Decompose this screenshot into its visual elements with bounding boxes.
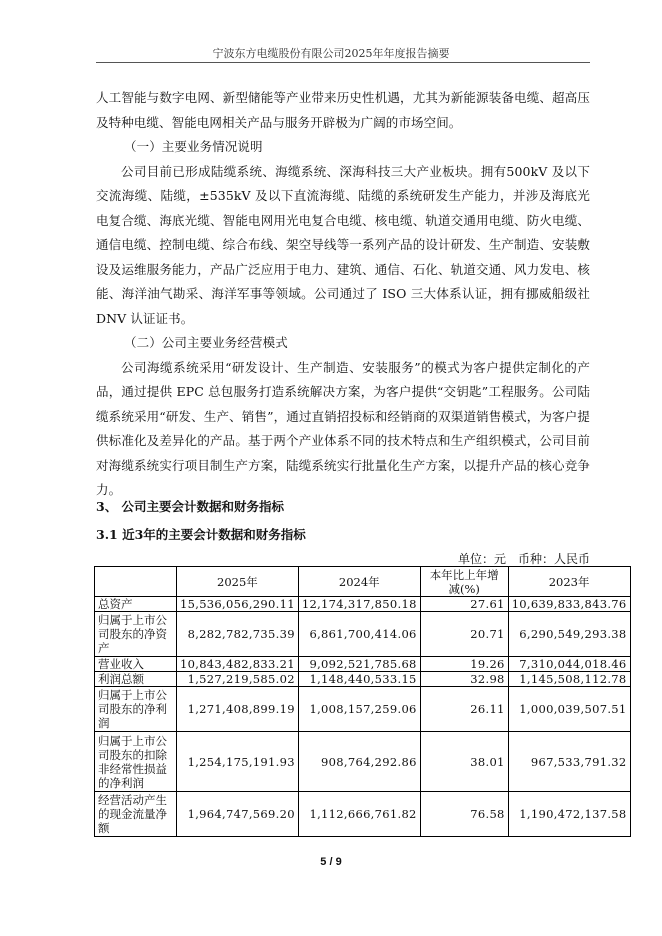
row-label: 归属于上市公司股东的扣除非经常性损益的净利润 [95, 732, 177, 792]
body-text [96, 86, 590, 503]
value-cell: 1,527,219,585.02 [177, 672, 299, 687]
header-cell: 2024年 [298, 567, 420, 597]
header-rule [96, 62, 590, 63]
value-cell: 8,282,782,735.39 [177, 612, 299, 657]
value-cell: 10,843,482,833.21 [177, 657, 299, 672]
value-cell: 76.58 [420, 792, 508, 837]
row-label: 营业收入 [95, 657, 177, 672]
value-cell: 32.98 [420, 672, 508, 687]
value-cell: 1,254,175,191.93 [177, 732, 299, 792]
value-cell: 1,964,747,569.20 [177, 792, 299, 837]
header-cell [95, 567, 177, 597]
value-cell: 15,536,056,290.11 [177, 597, 299, 612]
value-cell: 12,174,317,850.18 [298, 597, 420, 612]
header-cell: 2025年 [177, 567, 299, 597]
table-row [95, 732, 631, 792]
value-cell: 1,145,508,112.78 [508, 672, 630, 687]
paragraph-model: 公司海缆系统采用“研发设计、生产制造、安装服务”的模式为客户提供定制化的产品，通过提供 EPC 总包服务打造系统解决方案，为客户提供“交钥匙”工程服务。公司陆缆系统采用“研发、生产、销售”，通过直销招投标和经销商的双渠道销售模式，为客户提供标准化及差异化的产品。基于两个产业体系不同的技术特点和生产组织模式，公司目前对海缆系统实行项目制生产方案，陆缆系统实行批量化生产方案，以提升产品的核心竞争力。 [96, 359, 590, 497]
value-cell: 7,310,044,018.46 [508, 657, 630, 672]
table-row [95, 612, 631, 657]
unit-note: 单位：元 币种：人民币 [457, 552, 590, 566]
page-number: 5 / 9 [320, 856, 342, 868]
row-label: 归属于上市公司股东的净利润 [95, 687, 177, 732]
value-cell: 1,190,472,137.58 [508, 792, 630, 837]
table-header-row [95, 567, 631, 597]
value-cell: 26.11 [420, 687, 508, 732]
subheading-business: （一）主要业务情况说明 [124, 139, 263, 154]
section-subtitle: 3.1 近3年的主要会计数据和财务指标 [96, 527, 306, 542]
subheading-model: （二）公司主要业务经营模式 [124, 335, 288, 350]
row-label: 利润总额 [95, 672, 177, 687]
paragraph-intro: 人工智能与数字电网、新型储能等产业带来历史性机遇，尤其为新能源装备电缆、超高压及特种电缆、智能电网相关产品与服务开辟极为广阔的市场空间。 [96, 90, 590, 130]
value-cell: 10,639,833,843.76 [508, 597, 630, 612]
row-label: 总资产 [95, 597, 177, 612]
value-cell: 20.71 [420, 612, 508, 657]
table-row [95, 792, 631, 837]
value-cell: 19.26 [420, 657, 508, 672]
financial-table [94, 566, 631, 837]
value-cell: 967,533,791.32 [508, 732, 630, 792]
table-row [95, 657, 631, 672]
value-cell: 9,092,521,785.68 [298, 657, 420, 672]
value-cell: 1,000,039,507.51 [508, 687, 630, 732]
table-row [95, 597, 631, 612]
value-cell: 1,008,157,259.06 [298, 687, 420, 732]
header-cell: 2023年 [508, 567, 630, 597]
paragraph-business: 公司目前已形成陆缆系统、海缆系统、深海科技三大产业板块。拥有500kV 及以下交流海缆、陆缆，±535kV 及以下直流海缆、陆缆的系统研发生产能力，并涉及海底光电复合缆、海底光缆、智能电网用光电复合电缆、核电缆、轨道交通用电缆、防火电缆、通信电缆、控制电缆、综合布线、架空导线等一系列产品的设计研发、生产制造、安装敷设及运维服务能力，产品广泛应用于电力、建筑、通信、石化、轨道交通、风力发电、核能、海洋油气勘采、海洋军事等领域。公司通过了 ISO 三大体系认证，拥有挪威船级社 DNV 认证证书。 [96, 163, 590, 326]
value-cell: 1,271,408,899.19 [177, 687, 299, 732]
value-cell: 908,764,292.86 [298, 732, 420, 792]
row-label: 归属于上市公司股东的净资产 [95, 612, 177, 657]
row-label: 经营活动产生的现金流量净额 [95, 792, 177, 837]
value-cell: 1,148,440,533.15 [298, 672, 420, 687]
value-cell: 6,861,700,414.06 [298, 612, 420, 657]
value-cell: 6,290,549,293.38 [508, 612, 630, 657]
section-title: 3、 公司主要会计数据和财务指标 [96, 499, 285, 514]
value-cell: 1,112,666,761.82 [298, 792, 420, 837]
value-cell: 38.01 [420, 732, 508, 792]
page-header: 宁波东方电缆股份有限公司2025年年度报告摘要 [212, 47, 450, 60]
table-row [95, 672, 631, 687]
value-cell: 27.61 [420, 597, 508, 612]
table-row [95, 687, 631, 732]
header-cell: 本年比上年增减(%) [420, 567, 508, 597]
